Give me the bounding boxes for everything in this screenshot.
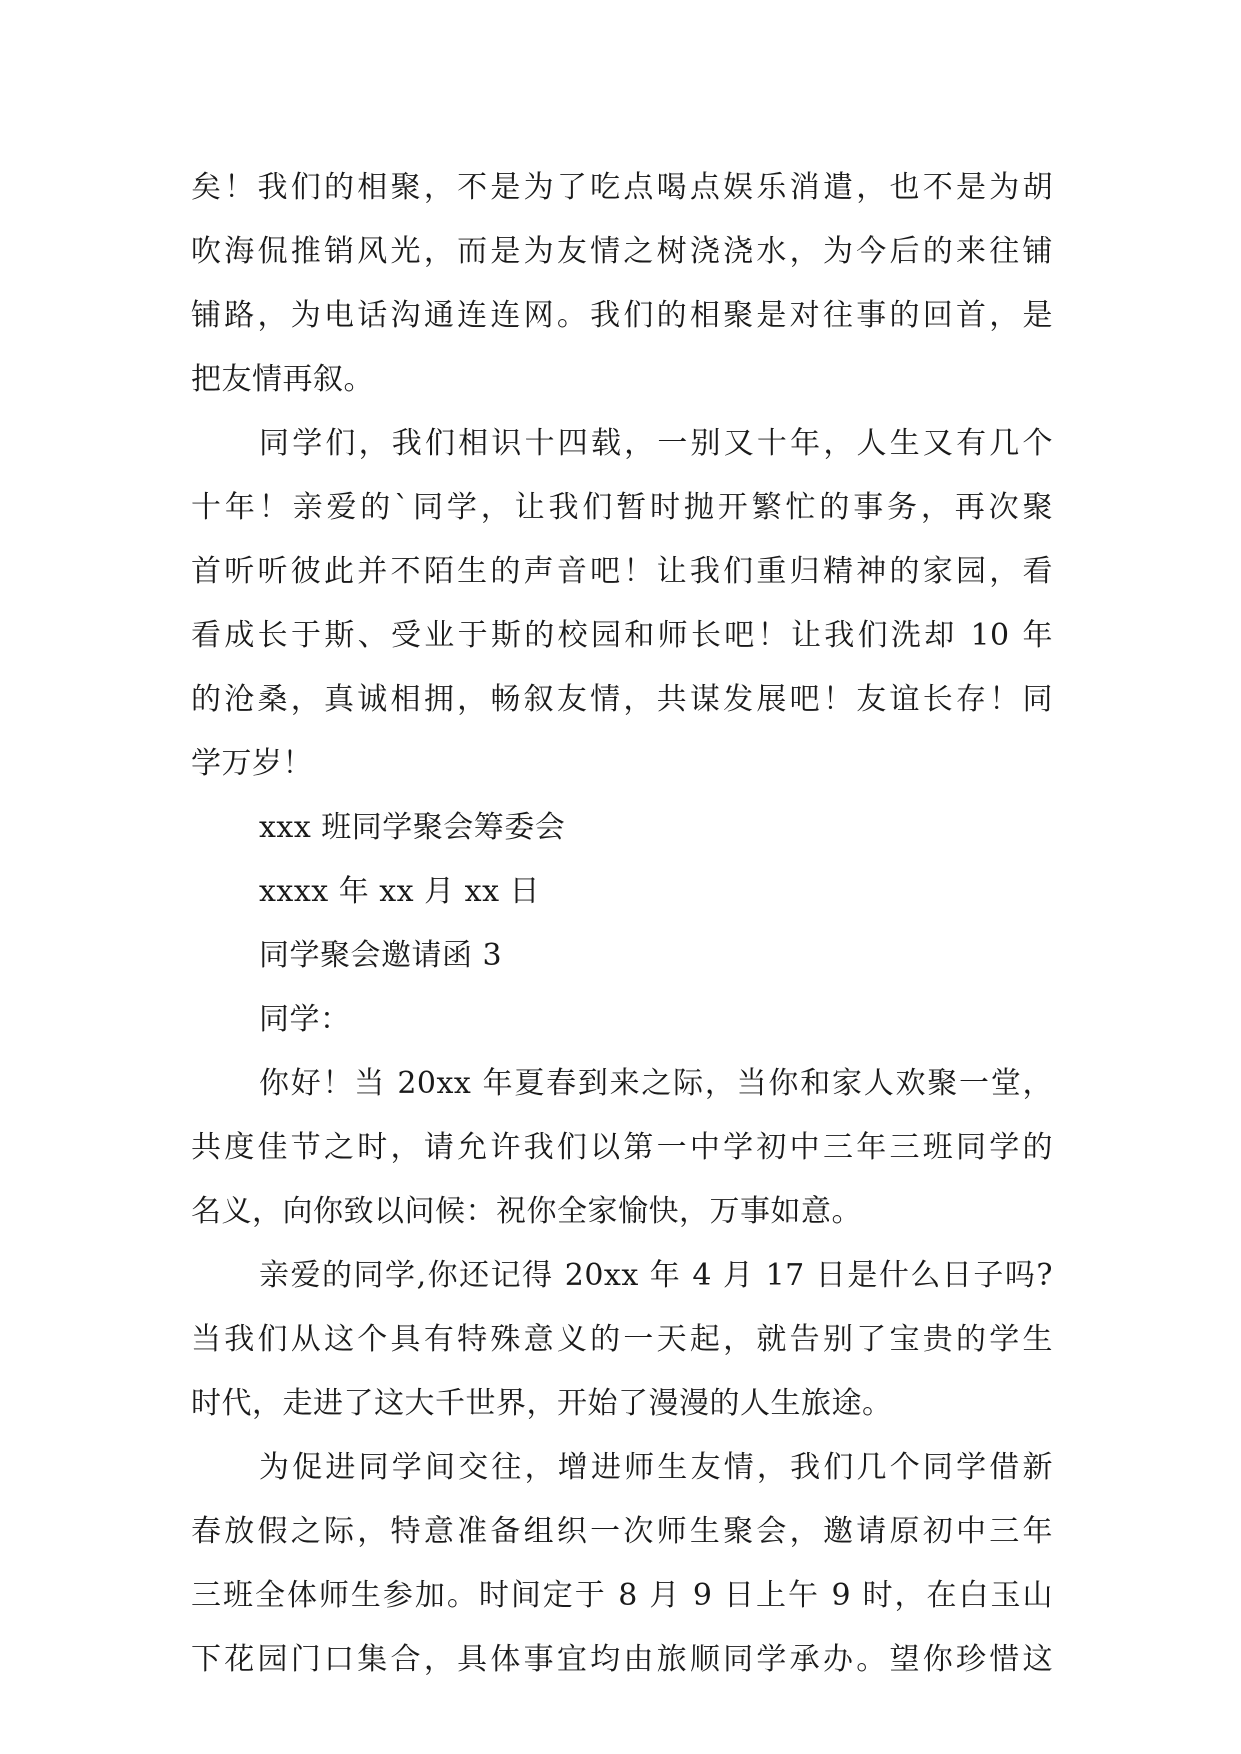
paragraph xyxy=(191,1244,1053,1436)
organizer-signature: xxx 班同学聚会筹委会 xyxy=(259,810,566,845)
text-line: 名义，向你致以问候：祝你全家愉快，万事如意。 xyxy=(191,1194,862,1229)
paragraph xyxy=(191,1052,1053,1244)
text-line: 把友情再叙。 xyxy=(191,362,374,397)
signature-date: xxxx 年 xx 月 xx 日 xyxy=(259,874,541,909)
text-line: 看成长于斯、受业于斯的校园和师长吧！让我们洗却 10 年 xyxy=(191,618,1053,653)
text-line: 的沧桑，真诚相拥，畅叙友情，共谋发展吧！友谊长存！同 xyxy=(191,682,1053,717)
text-line: 亲爱的同学,你还记得 20xx 年 4 月 17 日是什么日子吗? xyxy=(259,1258,1053,1293)
text-line: 当我们从这个具有特殊意义的一天起，就告别了宝贵的学生 xyxy=(191,1322,1053,1357)
text-line: 你好！当 20xx 年夏春到来之际，当你和家人欢聚一堂， xyxy=(259,1066,1053,1101)
text-line: 共度佳节之时，请允许我们以第一中学初中三年三班同学的 xyxy=(191,1130,1053,1165)
text-line: 吹海侃推销风光，而是为友情之树浇浇水，为今后的来往铺 xyxy=(191,234,1053,269)
text-line: 十年！亲爱的`同学，让我们暂时抛开繁忙的事务，再次聚 xyxy=(191,490,1053,525)
paragraph xyxy=(191,1436,1053,1692)
section-title: 同学聚会邀请函 3 xyxy=(259,938,503,973)
salutation: 同学： xyxy=(259,1002,351,1037)
paragraph xyxy=(191,156,1053,412)
text-line: 同学们，我们相识十四载，一别又十年，人生又有几个 xyxy=(259,426,1053,461)
text-line: 铺路，为电话沟通连连网。我们的相聚是对往事的回首，是 xyxy=(191,298,1053,333)
paragraph xyxy=(191,412,1053,796)
text-line: 学万岁！ xyxy=(191,746,313,781)
document-page xyxy=(191,156,1053,1692)
text-line: 三班全体师生参加。时间定于 8 月 9 日上午 9 时，在白玉山 xyxy=(191,1578,1053,1613)
text-line: 时代，走进了这大千世界，开始了漫漫的人生旅途。 xyxy=(191,1386,893,1421)
text-line: 为促进同学间交往，增进师生友情，我们几个同学借新 xyxy=(259,1450,1053,1485)
text-line: 首听听彼此并不陌生的声音吧！让我们重归精神的家园，看 xyxy=(191,554,1053,589)
text-line: 矣！我们的相聚，不是为了吃点喝点娱乐消遣，也不是为胡 xyxy=(191,170,1053,205)
text-line: 下花园门口集合，具体事宜均由旅顺同学承办。望你珍惜这 xyxy=(191,1642,1053,1677)
text-line: 春放假之际，特意准备组织一次师生聚会，邀请原初中三年 xyxy=(191,1514,1053,1549)
